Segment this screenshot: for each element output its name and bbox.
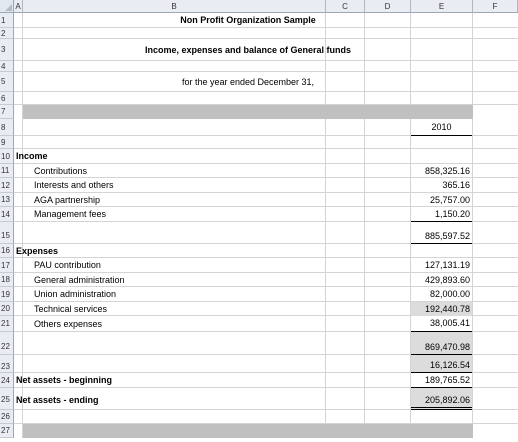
- income-item-label: Interests and others: [34, 180, 114, 190]
- net-difference-value: 16,126.54: [429, 360, 470, 370]
- row-header[interactable]: 14: [0, 207, 14, 222]
- expense-item-label: Union administration: [34, 289, 117, 299]
- report-subtitle: Income, expenses and balance of General funds: [144, 45, 352, 55]
- column-header-e[interactable]: E: [411, 0, 473, 13]
- row-header[interactable]: 11: [0, 164, 14, 178]
- row-header[interactable]: 19: [0, 287, 14, 302]
- year-label: 2010: [431, 122, 452, 132]
- expense-item-label: Others expenses: [34, 319, 103, 329]
- row-header[interactable]: 17: [0, 258, 14, 273]
- row-header[interactable]: 3: [0, 39, 14, 61]
- row-header[interactable]: 12: [0, 178, 14, 193]
- row-header[interactable]: 18: [0, 273, 14, 287]
- column-header-a[interactable]: A: [14, 0, 23, 13]
- income-item-value[interactable]: 858,325.16: [424, 166, 470, 176]
- expense-item-value[interactable]: 127,131.19: [424, 260, 470, 270]
- net-assets-ending-label: Net assets - ending: [16, 395, 99, 405]
- gridline: [14, 148, 518, 149]
- row-header[interactable]: 15: [0, 222, 14, 244]
- row-header[interactable]: 22: [0, 332, 14, 355]
- income-total-cell[interactable]: [411, 222, 472, 244]
- expense-item-value[interactable]: 82,000.00: [429, 289, 470, 299]
- row-header[interactable]: 21: [0, 316, 14, 332]
- column-header-b[interactable]: B: [23, 0, 326, 13]
- technical-services-cell[interactable]: [411, 302, 472, 316]
- row-header[interactable]: 20: [0, 302, 14, 316]
- net-difference-cell[interactable]: [411, 355, 472, 373]
- row-header[interactable]: 25: [0, 388, 14, 410]
- income-last-cell[interactable]: [411, 207, 472, 222]
- row-header[interactable]: 1: [0, 13, 14, 28]
- gray-band-row-7: [23, 105, 473, 119]
- row-header[interactable]: 13: [0, 193, 14, 207]
- row-header[interactable]: 2: [0, 28, 14, 39]
- net-assets-beginning-value: 189,765.52: [424, 375, 470, 385]
- row-header[interactable]: 5: [0, 72, 14, 92]
- column-header-d[interactable]: D: [365, 0, 411, 13]
- income-item-value: 1,150.20: [434, 209, 470, 219]
- row-header[interactable]: 8: [0, 119, 14, 136]
- row-header[interactable]: 24: [0, 373, 14, 388]
- income-item-label: AGA partnership: [34, 195, 101, 205]
- row-header[interactable]: 16: [0, 244, 14, 258]
- row-header[interactable]: 4: [0, 61, 14, 72]
- expense-item-label: Technical services: [34, 304, 108, 314]
- expense-item-label: General administration: [34, 275, 125, 285]
- expense-last-cell[interactable]: [411, 316, 472, 332]
- column-header-c[interactable]: C: [326, 0, 365, 13]
- report-period: for the year ended December 31,: [181, 77, 315, 87]
- gray-band-row-27: [23, 424, 473, 438]
- expenses-heading: Expenses: [16, 246, 59, 256]
- report-title: Non Profit Organization Sample: [180, 15, 316, 25]
- select-all-corner[interactable]: [0, 0, 14, 13]
- expenses-total-value: 869,470.98: [424, 342, 470, 352]
- row-header[interactable]: 10: [0, 149, 14, 164]
- income-item-label: Contributions: [34, 166, 88, 176]
- income-item-value[interactable]: 25,757.00: [429, 195, 470, 205]
- row-header[interactable]: 6: [0, 92, 14, 105]
- income-heading: Income: [16, 151, 48, 161]
- net-assets-beginning-label: Net assets - beginning: [16, 375, 113, 385]
- net-assets-ending-value: 205,892.06: [424, 395, 470, 405]
- row-header[interactable]: 9: [0, 136, 14, 149]
- income-total-value: 885,597.52: [424, 231, 470, 241]
- income-item-value[interactable]: 365.16: [442, 180, 470, 190]
- row-header[interactable]: 27: [0, 424, 14, 438]
- expense-item-label: PAU contribution: [34, 260, 101, 270]
- net-assets-ending-cell[interactable]: [411, 388, 472, 410]
- row-header[interactable]: 23: [0, 355, 14, 373]
- expenses-total-cell[interactable]: [411, 332, 472, 355]
- column-header-f[interactable]: F: [473, 0, 518, 13]
- row-header[interactable]: 7: [0, 105, 14, 119]
- row-header[interactable]: 26: [0, 410, 14, 424]
- expense-item-value: 192,440.78: [424, 304, 470, 314]
- expense-item-value: 38,005.41: [429, 318, 470, 328]
- income-item-label: Management fees: [34, 209, 107, 219]
- net-assets-beginning-cell[interactable]: [411, 373, 472, 388]
- expense-item-value[interactable]: 429,893.60: [424, 275, 470, 285]
- year-cell[interactable]: [411, 119, 472, 136]
